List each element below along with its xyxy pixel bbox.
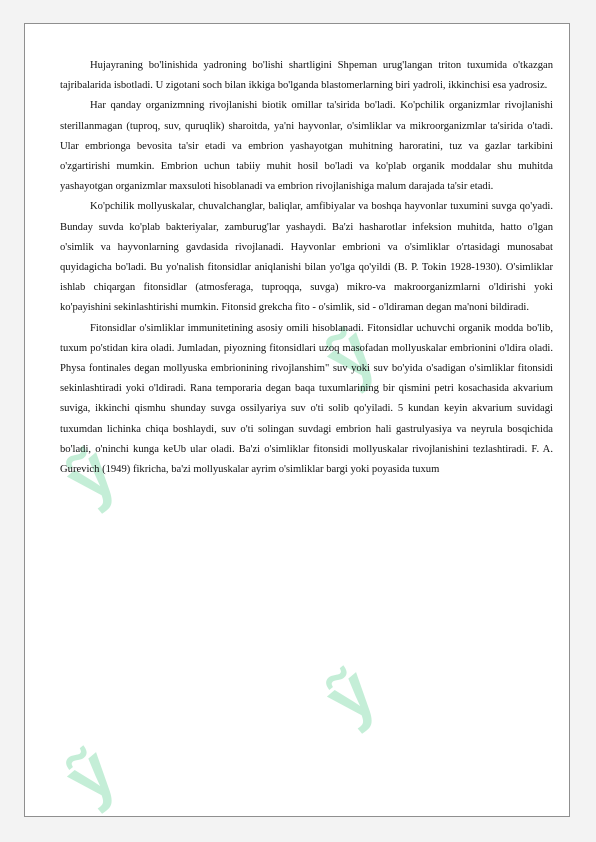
document-body	[60, 56, 553, 480]
watermark-glyph: ỹ	[49, 731, 130, 817]
paragraph: Har qanday organizmning rivojlanishi biotik omillar ta'sirida bo'ladi. Ko'pchilik organizmlar rivojlanishi sterillanmagan (tuproq, suv, quruqlik) sharoitda, ya'ni hayvonlar, o'simliklar va mikroorganizmlar ta'sirida o'tadi. Ular embrionga bevosita ta'sir etadi va embrion yashayotgan muhitning haroratini, tuz va gazlar tarkibini o'zgartirishi mumkin. Embrion uchun tabiiy muhit hosil bo'ladi va ko'plab organik moddalar shu muhitda yashayotgan organizmlar maxsuloti hisoblanadi va embrion rivojlanishiga malum darajada ta'sir etadi.	[60, 100, 553, 193]
paragraph: Ko'pchilik mollyuskalar, chuvalchanglar, baliqlar, amfibiyalar va boshqa hayvonlar tuxumini suvga qo'yadi. Bunday suvda ko'plab bakteriyalar, zamburug'lar yashaydi. Ba'zi hasharotlar infeksion muhitda, hatto o'lgan o'simlik va hayvonlarning gavdasida rivojlanadi. Hayvonlar embrioni va o'simliklar o'rtasidagi munosabat quyidagicha bo'ladi. Bu yo'nalish fitonsidlar aniqlanishi bilan yo'lga qo'yildi (B. P. Tokin 1928-1930). O'simliklar ishlab chiqargan fitonsidlar (atmosferaga, tuproqqa, suvga) mikro-va makroorganizmlarni o'ldirishi yoki ko'payishini sekinlashtirishi mumkin. Fitonsid grekcha fito - o'simlik, sid - o'ldiraman degan ma'noni bildiradi.	[60, 201, 553, 314]
watermark-glyph: ỹ	[309, 651, 390, 737]
paragraph: Fitonsidlar o'simliklar immunitetining asosiy omili hisoblanadi. Fitonsidlar uchuvchi organik modda bo'lib, tuxum po'stidan kira oladi. Jumladan, piyozning fitonsidlari uzoq masofadan mollyuskalar embrionini o'ldira oladi. Physa fontinales degan mollyuska embrionining rivojlanshim" suv yoki suv bo'yida o'sadigan o'simliklar fitonsidi sekinlashtiradi yoki o'ldiradi. Rana temporaria degan baqa tuxumlarining bir qismini petri kosachasida akvarium suviga, ikkinchi qismhu shunday suvga ossilyariya suv o'ti solib qo'yiladi. 5 kundan keyin akvarium suvidagi tuxumdan lichinka chiqa boshlaydi, suv o'ti solingan suvdagi embrion hali gastrulyasiya va neyrula bosqichida bo'ladi, o'ninchi kunga keUb ular oladi. Ba'zi o'simliklar fitonsidi mollyuskalar rivojlanishini tezlashtiradi. F. A. Gurevich (1949) fikricha, ba'zi mollyuskalar ayrim o'simliklar bargi yoki poyasida tuxum	[60, 322, 553, 476]
watermark-glyph: ỹ	[49, 431, 130, 517]
paragraph: Hujayraning bo'linishida yadroning bo'lishi shartligini Shpeman urug'langan triton tuxumida o'tkazgan tajribalarida isbotladi. U zigotani soch bilan ikkiga bo'lganda blastomerlarning biri yadroli, ikkinchisi esa yadrosiz.	[60, 60, 553, 92]
watermark-glyph: ỹ	[309, 311, 390, 397]
